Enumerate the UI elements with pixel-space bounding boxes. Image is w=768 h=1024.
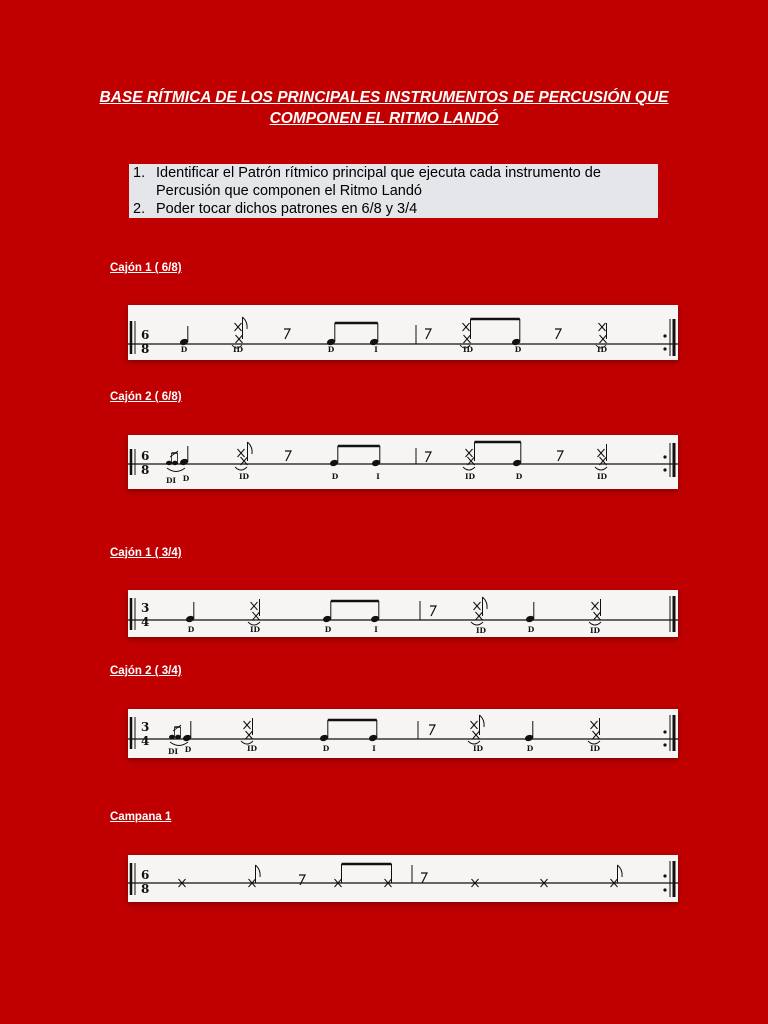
staff-label: Cajón 1 ( 3/4) [110, 547, 182, 559]
objective-item [133, 200, 654, 218]
stroke-syllable: I [374, 345, 378, 354]
stroke-syllable: DI [165, 476, 177, 485]
title-line-1: BASE RÍTMICA DE LOS PRINCIPALES INSTRUMENTOS DE PERCUSIÓN QUE [99, 89, 669, 106]
stroke-syllable: ID [249, 625, 261, 634]
stroke-syllable: ID [238, 472, 250, 481]
staff-label: Campana 1 [110, 811, 172, 823]
stroke-syllable: ID [596, 345, 608, 354]
time-signature-top: 6 [141, 449, 150, 463]
time-signature-top: 3 [141, 720, 150, 734]
stroke-syllable: ID [246, 744, 258, 753]
time-signature-bottom: 8 [141, 463, 150, 477]
objective-text: Poder tocar dichos patrones en 6/8 y 3/4 [156, 201, 418, 217]
stroke-syllable: DI [167, 747, 179, 756]
staff-label: Cajón 2 ( 6/8) [110, 391, 182, 403]
stroke-syllable: ID [232, 345, 244, 354]
rhythm-staff [128, 435, 678, 489]
stroke-syllable: ID [589, 626, 601, 635]
time-signature-bottom: 4 [141, 615, 150, 629]
stroke-syllable: ID [475, 626, 487, 635]
stroke-syllable: ID [462, 345, 474, 354]
notation-strip [128, 435, 678, 489]
objective-continuation: Percusión que componen el Ritmo Landó [156, 183, 422, 199]
stroke-syllable: D [327, 345, 335, 354]
rhythm-staff [128, 305, 678, 360]
stroke-syllable: D [180, 345, 188, 354]
staff-label: Cajón 1 ( 6/8) [110, 262, 182, 274]
objectives-list [129, 164, 658, 218]
title-line-2: COMPONEN EL RITMO LANDÓ [269, 110, 499, 127]
time-signature-top: 6 [141, 328, 150, 342]
objective-item [133, 164, 654, 182]
stroke-syllable: D [526, 744, 534, 753]
stroke-syllable: D [324, 625, 332, 634]
rhythm-staff [128, 590, 678, 637]
stroke-syllable: D [331, 472, 339, 481]
stroke-syllable: D [322, 744, 330, 753]
notation-strip [128, 855, 678, 902]
stroke-syllable: I [374, 625, 378, 634]
notation-strip [128, 709, 678, 758]
staff-label: Cajón 2 ( 3/4) [110, 665, 182, 677]
notation-strip [128, 305, 678, 360]
rhythm-staff [128, 855, 678, 902]
stroke-syllable: ID [596, 472, 608, 481]
stroke-syllable: D [184, 745, 192, 754]
time-signature-bottom: 8 [141, 342, 150, 356]
objective-text: Identificar el Patrón rítmico principal que ejecuta cada instrumento de [156, 165, 601, 181]
time-signature-top: 3 [141, 601, 150, 615]
time-signature-top: 6 [141, 868, 150, 882]
rhythm-staff [128, 709, 678, 758]
time-signature-bottom: 4 [141, 734, 150, 748]
stroke-syllable: ID [589, 744, 601, 753]
time-signature-bottom: 8 [141, 882, 150, 896]
page-title [60, 87, 708, 129]
objective-number: 1. [133, 165, 146, 181]
stroke-syllable: I [372, 744, 376, 753]
stroke-syllable: ID [464, 472, 476, 481]
objective-number: 2. [133, 201, 146, 217]
stroke-syllable: D [514, 345, 522, 354]
stroke-syllable: ID [472, 744, 484, 753]
stroke-syllable: D [515, 472, 523, 481]
stroke-syllable: D [527, 625, 535, 634]
stroke-syllable: D [187, 625, 195, 634]
stroke-syllable: I [376, 472, 380, 481]
stroke-syllable: D [182, 474, 190, 483]
notation-strip [128, 590, 678, 637]
